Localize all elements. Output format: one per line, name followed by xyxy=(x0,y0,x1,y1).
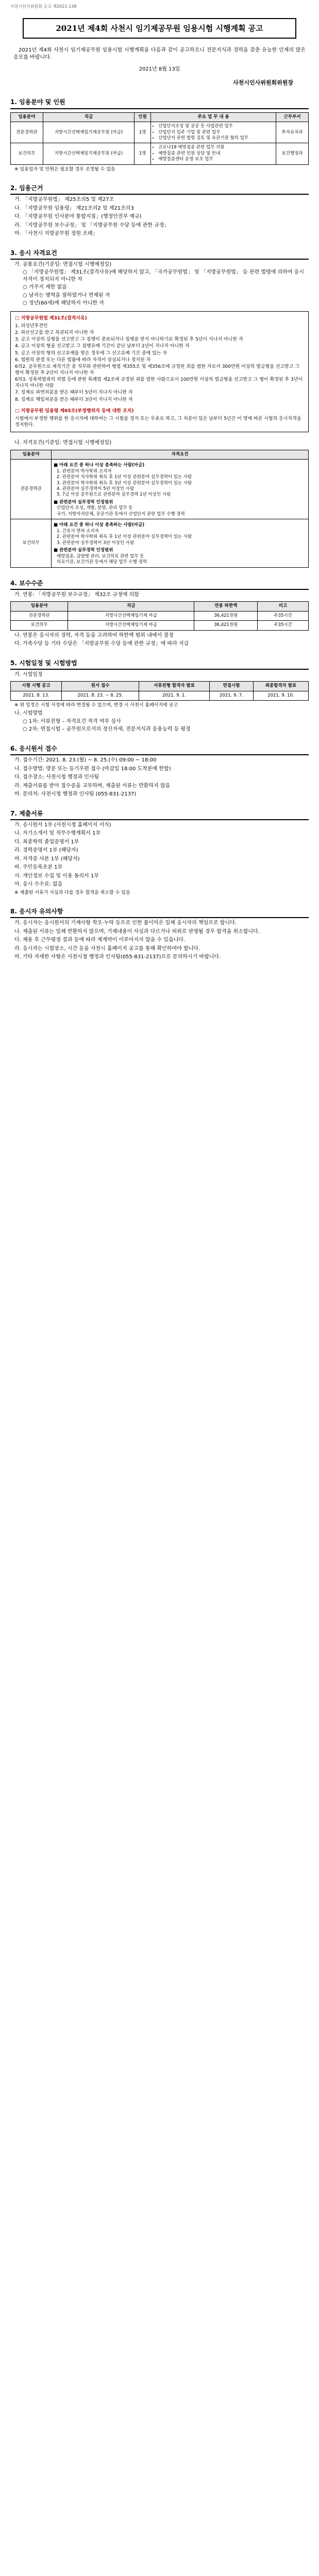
issuer: 사천시인사위원회위원장 xyxy=(233,79,293,86)
announcement-page xyxy=(10,0,309,961)
section4-heading: 4. 보수수준 xyxy=(10,579,309,590)
cell-grade: 지방시간선택제임기제 마급 xyxy=(68,611,194,620)
list-item: ○ 정년(60세)에 해당하지 아니한 자 xyxy=(23,300,104,307)
announcement-date: 2021년 8월 13일 xyxy=(139,66,180,73)
cell-date: 2021. 8. 13. xyxy=(11,691,62,700)
schedule-intro: 가. 시험일정 xyxy=(14,671,43,677)
box-item: 1. 피성년후견인 xyxy=(15,324,48,329)
duty-item: • 예방접종 관련 민원 상담 및 안내 xyxy=(158,151,274,157)
list-item: 마. 기타 자세한 사항은 사천시청 행정과 인사팀(055-831-2137)으로 문의하시기 바랍니다. xyxy=(14,954,221,960)
cell-duties xyxy=(151,122,276,143)
top-note: 사천시인사위원회 공고 제2021-138 xyxy=(10,4,77,9)
list-item: 다. 채용 후 근무평정 결과 등에 따라 재계약이 이루어지지 않을 수 있습니다. xyxy=(14,937,186,943)
list-item: ○ 남자는 병역을 필하였거나 면제된 자 xyxy=(23,292,110,298)
page-title: 2021년 제4회 사천시 임기제공무원 임용시험 시행계획 공고 xyxy=(23,18,296,39)
list-item: 가. 접수기간: 2021. 8. 23.(월) ~ 8. 25.(수) 09:00 ~ 18:00 xyxy=(14,757,157,764)
req-title: ■ 아래 요건 중 하나 이상 충족하는 사람(마급) xyxy=(54,463,145,468)
list-item: 라. 제출서류를 받아 접수증을 교부하며, 제출된 서류는 반환하지 않음 xyxy=(14,783,171,789)
box-title: □ 지방공무원법 제31조(결격사유) xyxy=(15,315,87,321)
box-item: 8. 징계로 해임처분을 받은 때부터 3년이 지나지 아니한 자 xyxy=(15,397,133,402)
intro-block xyxy=(13,47,306,61)
list-item: 나. 「지방공무원 임용령」 제21조의2 및 제21조의3 xyxy=(14,205,134,211)
section3-heading: 3. 응시 자격요건 xyxy=(10,249,309,260)
col-header: 비고 xyxy=(258,602,309,611)
list-item: ○ 「지방공무원법」 제31조(결격사유)에 해당하지 않고, 「국가공무원법」 및 「지방공무원법」 등 관련 법령에 의하여 응시자격이 정지되지 아니한 자 xyxy=(23,269,304,282)
list-item: 다. 최종학력 졸업증명서 1부 xyxy=(14,839,79,845)
cell-requirements xyxy=(52,519,309,567)
box-item: 2. 파산선고를 받고 복권되지 아니한 자 xyxy=(15,330,94,336)
col-header: 원서 접수 xyxy=(62,682,139,691)
col-header: 자격요건 xyxy=(52,450,309,459)
box-item: 3. 금고 이상의 실형을 선고받고 그 집행이 종료되거나 집행을 받지 아니하기로 확정된 후 5년이 지나지 아니한 자 xyxy=(15,337,243,343)
col-header: 시험 시행 공고 xyxy=(11,682,62,691)
col-header: 주요 업 무 내 용 xyxy=(151,112,276,122)
cell-field: 전문경력관 xyxy=(11,611,68,620)
list-item: 아. 응시 수수료: 없음 xyxy=(14,882,63,888)
list-item: 사. 개인정보 수집 및 이용 동의서 1부 xyxy=(14,873,99,879)
duty-item: • 산업단지 관련 법령 검토 및 유관기관 협의 업무 xyxy=(158,135,274,141)
box-title: □ 지방공무원 임용령 제65조(부정행위자 등에 대한 조치) xyxy=(15,408,134,414)
section6-heading: 6. 응시원서 접수 xyxy=(10,744,309,755)
col-header: 면접시험 xyxy=(210,682,254,691)
cell-field: 전문경력관 xyxy=(11,122,43,143)
schedule-table xyxy=(10,681,309,701)
list-item: 라. 「지방공무원 보수규정」 및 「지방공무원 수당 등에 관한 규정」 xyxy=(14,222,170,228)
table-row xyxy=(11,691,309,700)
col-header: 직급 xyxy=(68,602,194,611)
cell-dept: 투자유치과 xyxy=(276,122,309,143)
qualification-table xyxy=(10,450,309,568)
req-item: 1. 간호사 면허 소지자 xyxy=(57,528,99,534)
table-row xyxy=(11,143,309,164)
salary-intro: 가. 연봉: 「지방공무원 보수규정」 제32조 규정에 의함 xyxy=(14,591,139,598)
req-item: 5. 7급 이상 공무원으로 관련분야 실무경력 1년 이상인 사람 xyxy=(57,492,171,498)
duty-item: • 산업단지조성 및 공공 등 사업관련 업무 xyxy=(158,124,274,129)
cell-date: 2021. 8. 23. ~ 8. 25. xyxy=(62,691,139,700)
cell-grade: 지방시간선택제임기제 마급 xyxy=(68,621,194,630)
list-item: 다. 접수장소: 사천시청 행정과 인사팀 xyxy=(14,774,99,781)
disqualification-box xyxy=(10,311,309,432)
cell-field: 전문경력관 xyxy=(11,460,52,519)
list-item: 가. 「지방공무원법」 제25조의5 및 제27조 xyxy=(14,197,114,203)
table-row xyxy=(11,519,309,567)
salary-table xyxy=(10,601,309,630)
list-item: 마. 문의처: 사천시청 행정과 인사팀 (055-831-2137) xyxy=(14,791,137,798)
req-item: 예방접종, 감염병 관리, 보건의료 관련 업무 등 xyxy=(57,553,144,559)
duty-item: • 산업단지 입주 기업 및 관련 업무 xyxy=(158,130,274,135)
box-item: 시험에서 부정한 행위를 한 응시자에 대하여는 그 시험을 정지 또는 무효로 하고, 그 처분이 있은 날부터 5년간 이 영에 따른 시험의 응시자격을 정지한다. xyxy=(15,416,301,428)
section5-heading: 5. 시험일정 및 시험방법 xyxy=(10,659,309,670)
list-item: 마. 자격증 사본 1부 (해당자) xyxy=(14,856,80,862)
cell-date: 2021. 9. 7. xyxy=(210,691,254,700)
section1-note: ※ 임용일자 및 인원은 필요할 경우 조정될 수 있음 xyxy=(14,166,115,172)
req-item: 4. 관련분야 실무경력이 5년 이상인 사람 xyxy=(57,486,135,492)
list-item: ※ 위 일정은 시험 사정에 따라 변경될 수 있으며, 변경 시 사천시 홈페이지에 공고 xyxy=(14,703,178,708)
cell-salary: 36,421천원 xyxy=(194,611,258,620)
req-item: 3. 관련분야 실무경력이 3년 이상인 사람 xyxy=(57,540,135,546)
section7-note: ※ 제출된 서류가 사실과 다를 경우 합격을 취소할 수 있음 xyxy=(14,890,130,895)
req-item: 1. 관련분야 박사학위 소지자 xyxy=(57,468,112,474)
section8-heading: 8. 응시자 유의사항 xyxy=(10,907,309,918)
intro-paragraph: 2021년 제4회 사천시 임기제공무원 임용시험 시행계획을 다음과 같이 공고하오니 전문지식과 경력을 갖춘 유능한 인재의 많은 응모를 바랍니다. xyxy=(13,47,306,60)
cell-note: 주35시간 xyxy=(258,621,309,630)
section2-heading: 2. 임용근거 xyxy=(10,184,309,195)
cell-dept: 보건행정과 xyxy=(276,143,309,164)
cell-grade: 지방시간선택제임기제공무원 (마급) xyxy=(43,143,134,164)
req-item: 의료기관, 보건기관 등에서 해당 업무 수행 경력 xyxy=(57,560,147,565)
box-item: 6의2. 공무원으로 재직기간 중 직무와 관련하여 형법 제355조 및 제356조에 규정된 죄를 범한 자로서 300만원 이상의 벌금형을 선고받고 그 형이 확정된 후 2년이 지나지 아니한 자 xyxy=(15,364,300,376)
section1-heading: 1. 임용분야 및 인원 xyxy=(10,98,309,109)
list-item: 가. 응시자는 응시원서의 기재사항 착오·누락 등으로 인한 불이익은 일체 응시자의 책임으로 합니다. xyxy=(14,920,237,926)
table-row xyxy=(11,621,309,630)
positions-table xyxy=(10,112,309,165)
col-header: 근무부서 xyxy=(276,112,309,122)
cell-field: 보건의무 xyxy=(11,519,52,567)
cell-field: 보건의무 xyxy=(11,143,43,164)
cell-date: 2021. 9. 1. xyxy=(139,691,210,700)
cell-grade: 지방시간선택제임기제공무원 (마급) xyxy=(43,122,134,143)
req-title: ■ 관련분야 실무경력 인정범위 xyxy=(54,548,113,553)
box-item: 6. 법원의 판결 또는 다른 법률에 따라 자격이 상실되거나 정지된 자 xyxy=(15,357,151,363)
list-item: 나. 접수방법: 방문 또는 등기우편 접수 (마감일 18:00 도착분에 한함) xyxy=(14,766,171,772)
cell-requirements xyxy=(52,460,309,519)
list-item: 마. 「사천시 지방공무원 정원 조례」 xyxy=(14,231,98,237)
list-item: 나. 제출된 서류는 일체 반환하지 않으며, 기재내용이 사실과 다르거나 허위로 판명될 경우 합격을 취소합니다. xyxy=(14,928,260,935)
section7-heading: 7. 제출서류 xyxy=(10,809,309,820)
req-item: 2. 관련분야 석사학위 취득 후 1년 이상 관련분야 실무경력이 있는 사람 xyxy=(57,474,192,480)
qualification-heading: 나. 자격요건(기준일: 면접시험 시행예정일) xyxy=(14,440,112,446)
col-header: 임용분야 xyxy=(11,450,52,459)
list-item: 다. 가족수당 등 기타 수당은 「지방공무원 수당 등에 관한 규정」에 따라 지급 xyxy=(14,641,189,647)
list-item: 나. 연봉은 응시자의 경력, 자격 등을 고려하여 하한액 범위 내에서 결정 xyxy=(14,632,174,638)
req-title: ■ 관련분야 실무경력 인정범위 xyxy=(54,499,113,505)
req-item: 국가, 지방자치단체, 공공기관 등에서 산업단지 관련 업무 수행 경력 xyxy=(57,511,185,517)
duty-item: • 코로나19 예방접종 관련 업무 지원 xyxy=(158,145,274,150)
list-item: ○ 2차: 면접시험 – 공무원으로서의 정신자세, 전문지식과 응용능력 등 평정 xyxy=(23,726,191,733)
cell-duties xyxy=(151,143,276,164)
col-header: 최종합격자 발표 xyxy=(253,682,308,691)
cell-salary: 36,421천원 xyxy=(194,621,258,630)
table-row xyxy=(11,122,309,143)
list-item: 라. 응시자는 시험장소, 시간 등을 사천시 홈페이지 공고를 통해 확인하여야 합니다. xyxy=(14,945,200,952)
cell-date: 2021. 9. 10. xyxy=(253,691,308,700)
box-item: 7. 징계로 파면처분을 받은 때부터 5년이 지나지 아니한 자 xyxy=(15,390,133,396)
col-header: 서류전형 합격자 발표 xyxy=(139,682,210,691)
list-item: 다. 「지방공무원 인사분야 통합지침」(행정안전부 예규) xyxy=(14,214,142,220)
duty-item: • 예방접종센터 운영 보조 업무 xyxy=(158,157,274,162)
col-header: 인원 xyxy=(135,112,151,122)
req-item: 3. 관련분야 학사학위 취득 후 3년 이상 관련분야 실무경력이 있는 사람 xyxy=(57,480,192,486)
cell-count: 1명 xyxy=(135,122,151,143)
list-item: ○ 거주지 제한 없음 xyxy=(23,284,67,291)
cell-field: 보건의무 xyxy=(11,621,68,630)
col-header: 직급 xyxy=(43,112,134,122)
list-item: 가. 공통요건(기준일: 면접시험 시행예정일) xyxy=(14,261,112,267)
box-item: 5. 금고 이상의 형의 선고유예를 받은 경우에 그 선고유예 기간 중에 있는 자 xyxy=(15,350,167,356)
list-item: 나. 시험방법 xyxy=(14,710,43,717)
box-item: 4. 금고 이상의 형을 선고받고 그 집행유예 기간이 끝난 날부터 2년이 지나지 아니한 자 xyxy=(15,344,190,349)
req-item: 산업단지 조성, 개발, 분양, 관리 업무 등 xyxy=(57,505,133,511)
col-header: 임용분야 xyxy=(11,602,68,611)
req-item: 2. 관련분야 학사학위 취득 후 1년 이상 관련분야 실무경력이 있는 사람 xyxy=(57,534,192,540)
list-item: 바. 주민등록초본 1부 xyxy=(14,865,63,871)
table-row xyxy=(11,611,309,620)
table-row xyxy=(11,460,309,519)
box-item: 6의3. 성폭력범죄의 처벌 등에 관한 특례법 제2조에 규정된 죄를 범한 사람으로서 100만원 이상의 벌금형을 선고받고 그 형이 확정된 후 3년이 지나지 아니한 사람 xyxy=(15,377,303,389)
list-item: 나. 자기소개서 및 직무수행계획서 1부 xyxy=(14,831,101,837)
cell-count: 1명 xyxy=(135,143,151,164)
col-header: 연봉 하한액 xyxy=(194,602,258,611)
cell-note: 주35시간 xyxy=(258,611,309,620)
list-item: 라. 경력증명서 1부 (해당자) xyxy=(14,848,78,854)
list-item: 가. 응시원서 1부 (사천시청 홈페이지 서식) xyxy=(14,822,111,828)
req-title: ■ 아래 요건 중 하나 이상 충족하는 사람(마급) xyxy=(54,522,145,528)
list-item: ○ 1차: 서류전형 – 자격요건 적격 여부 심사 xyxy=(23,718,121,724)
col-header: 임용분야 xyxy=(11,112,43,122)
